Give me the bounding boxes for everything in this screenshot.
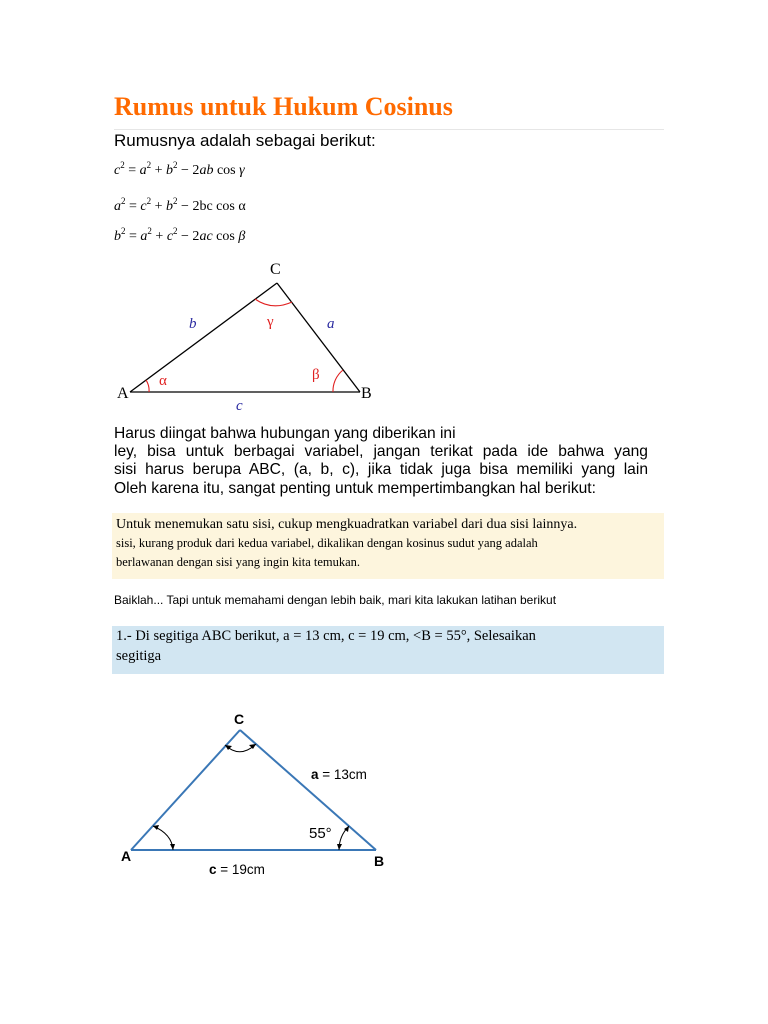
- note-line: sisi, kurang produk dari kedua variabel, dikalikan dengan kosinus sudut yang adalah: [116, 536, 538, 550]
- angle-beta-arc: [333, 370, 343, 392]
- exercise-box: [112, 626, 664, 674]
- formula-term: a: [139, 163, 147, 178]
- triangle-diagram-general: [110, 255, 390, 420]
- paragraph-line: Harus diingat bahwa hubungan yang diberikan ini: [114, 425, 456, 442]
- note-box: [112, 513, 664, 579]
- formula-term: ac: [199, 229, 213, 244]
- angle-label-gamma: γ: [267, 314, 274, 330]
- angle-a-arc: [153, 826, 173, 850]
- side-c-value: = 19cm: [216, 862, 265, 877]
- formula-angle: α: [238, 199, 246, 214]
- formula-law-of-cosines-c: $c^2 = a^2 + b^2 - 2ab$ cos γ: [114, 160, 245, 178]
- formula-coef: 2bc: [192, 199, 213, 214]
- formula-term: c: [166, 229, 174, 244]
- angle-gamma-arc: [255, 299, 292, 306]
- vertex-label-a: A: [117, 385, 129, 402]
- note-line: berlawanan dengan sisi yang ingin kita temukan.: [116, 555, 361, 569]
- side-label-b: b: [189, 316, 197, 332]
- formula-term: b: [166, 163, 174, 178]
- side-a-line: [240, 730, 376, 850]
- formula-law-of-cosines-b: $b^2 = a^2 + c^2 - 2ac$ cos β: [114, 226, 246, 244]
- intro-text: Rumusnya adalah sebagai berikut:: [114, 131, 376, 150]
- vertex-label-c: C: [234, 711, 245, 727]
- side-c-letter: c: [209, 862, 217, 877]
- side-b-line: [131, 730, 240, 850]
- angle-b-label: 55°: [309, 825, 332, 842]
- side-label-a: a: [327, 316, 335, 332]
- angle-alpha-arc: [146, 380, 149, 392]
- formula-angle: β: [238, 229, 246, 244]
- side-c-label: [209, 862, 265, 877]
- vertex-label-c: C: [270, 261, 281, 278]
- paragraph-line: ley, bisa untuk berbagai variabel, jangan terikat pada ide bahwa yang: [114, 443, 648, 461]
- angle-label-beta: β: [312, 367, 320, 383]
- transition-text: Baiklah... Tapi untuk memahami dengan lebih baik, mari kita lakukan latihan berikut: [114, 593, 557, 607]
- formula-func: cos: [216, 199, 235, 214]
- paragraph-line: sisi harus berupa ABC, (a, b, c), jika tidak juga bisa memiliki yang lain: [114, 461, 648, 479]
- formula-term: ab: [199, 163, 214, 178]
- triangle-diagram-exercise: [110, 705, 400, 885]
- formula-term: c: [140, 199, 147, 214]
- page-title: Rumus untuk Hukum Cosinus: [114, 92, 453, 121]
- note-line: Untuk menemukan satu sisi, cukup mengkuadratkan variabel dari dua sisi lainnya.: [116, 517, 578, 532]
- formula-term: c: [114, 163, 121, 178]
- formula-term: b: [166, 199, 174, 214]
- side-a-letter: a: [311, 767, 319, 782]
- formula-angle: γ: [239, 163, 245, 178]
- vertex-label-b: B: [361, 385, 372, 402]
- formula-func: cos: [216, 163, 236, 178]
- exercise-line: segitiga: [116, 648, 162, 664]
- vertex-label-b: B: [374, 853, 385, 869]
- angle-label-alpha: α: [159, 373, 167, 389]
- formula-law-of-cosines-a: $a^2 = c^2 + b^2 - 2bc$ cos α: [114, 196, 246, 214]
- side-label-c: c: [236, 398, 243, 414]
- side-a-value: = 13cm: [318, 767, 367, 782]
- formula-term: b: [114, 229, 121, 244]
- side-a-label: [311, 767, 367, 782]
- vertex-label-a: A: [121, 848, 132, 864]
- formula-term: a: [140, 229, 148, 244]
- formula-term: a: [114, 199, 121, 214]
- paragraph-line: Oleh karena itu, sangat penting untuk mempertimbangkan hal berikut:: [114, 479, 596, 497]
- exercise-line: 1.- Di segitiga ABC berikut, a = 13 cm, c = 19 cm, <B = 55°, Selesaikan: [116, 628, 536, 644]
- formula-func: cos: [216, 229, 235, 244]
- explanation-paragraph: [114, 425, 648, 498]
- title-divider: [114, 129, 664, 130]
